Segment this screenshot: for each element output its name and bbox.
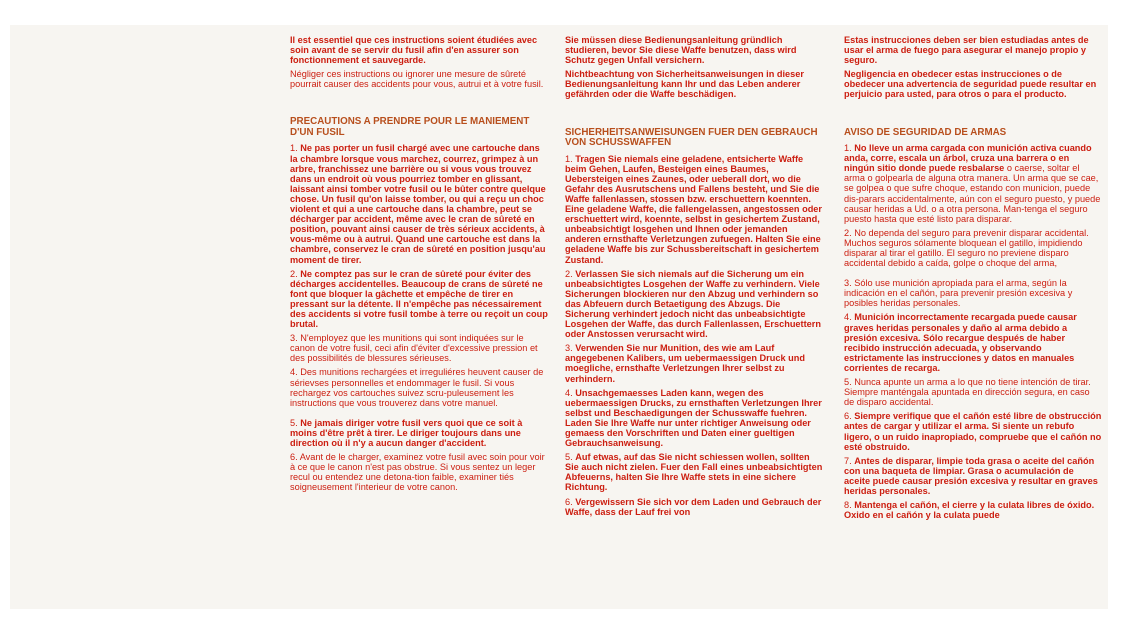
- spanish-warning: Negligencia en obedecer estas instrucciones o de obedecer una advertencia de seguridad puede resultar en perjuicio para usted, para otros o para el producto.: [844, 69, 1097, 100]
- german-heading: SICHERHEITSANWEISUNGEN FUER DEN GEBRAUCH VON SCHUSSWAFFEN: [565, 126, 818, 149]
- french-item-5: 5. Ne jamais diriger votre fusil vers quoi que ce soit à moins d'être prêt à tirer. Le diriger toujours dans une direction où il n'y a aucun danger d'accident.: [290, 417, 523, 448]
- spanish-item-1: 1. No lleve un arma cargada con munición activa cuando anda, corre, escala un árbol, cruza una barrera o en ningún sitio donde puede resbalarse o caerse, soltar el arma o golpearla de alguna otra manera. Un arma que se cae, se golpea o que sufre choque, estando con municion, puede dis-parars accidentalmente, aún con el seguro puesto, y puede causar heridas a Ud. o a otra persona. Man-tenga el seguro puesto hasta que esté listo para disparar.: [844, 143, 1101, 224]
- manual-page: [10, 25, 1108, 609]
- german-item-6: 6. Vergewissern Sie sich vor dem Laden und Gebrauch der Waffe, dass der Lauf frei von: [565, 496, 822, 517]
- french-item-2: 2. Ne comptez pas sur le cran de sûreté pour éviter des décharges accidentelles. Beaucoup de crans de sûreté ne font que bloquer la gâchette et empêche de tirer en pressant sur la détente. Il n'empêche pas nécessairement des accidents si votre fusil tombe à terre ou reçoit un coup brutal.: [290, 268, 548, 330]
- german-item-2: 2. Verlassen Sie sich niemals auf die Sicherung um ein unbeabsichtigtes Losgehen der Waffe zu verhindern. Viele Sicherungen blockieren nur den Abzug und verhindern so das Abfeuern durch Betaetigung des Abzugs. Die Sicherung verhindert jedoch nicht das unbeabsichtigte Losgehen der Waffe, das durch Fallenlassen, Erschuettern oder Anstossen verursacht wird.: [565, 268, 821, 340]
- french-item-1: 1. Ne pas porter un fusil chargé avec une cartouche dans la chambre lorsque vous marchez, courrez, grimpez à un arbre, franchissez une barrière ou si vous vous trouvez dans un endroit où vous pourriez tomber en glissant, laissant ainsi tomber votre fusil ou le bûter contre quelque chose. Un fusil qu'on laisse tomber, ou qui a reçu un choc violent et qui a une cartouche dans la chambre, peut se décharger par accident, même avec le cran de sûreté en position, pouvant ainsi causer de très sérieux accidents, à vous-même ou à autrui. Quand une cartouche est dans la chambre, conservez le cran de sûreté en position jusqu'au moment de tirer.: [290, 143, 546, 265]
- spanish-item-8: 8. Mantenga el cañón, el cierre y la culata libres de óxido. Oxido en el cañón y la culata puede: [844, 500, 1095, 521]
- spanish-item-3: 3. Sólo use munición apropiada para el arma, según la indicación en el cañón, para prevenir presión excesiva y posibles heridas personales.: [844, 278, 1073, 309]
- french-intro: Il est essentiel que ces instructions soient étudiées avec soin avant de se servir du fusil afin d'en assurer son fonctionnement et sauvegarde.: [290, 35, 538, 66]
- french-item-3: 3. N'employez que les munitions qui sont indiquées sur le canon de votre fusil, ceci afin d'éviter d'excessive pression et des possibilités de blessures sérieuses.: [290, 333, 538, 364]
- german-intro: Sie müssen diese Bedienungsanleitung gründlich studieren, bevor Sie diese Waffe benutzen, dass wird Schutz gegen Unfall versichern.: [565, 35, 797, 66]
- french-item-6: 6. Avant de le charger, examinez votre fusil avec soin pour voir à ce que le canon n'est pas obstrue. Si vous sentez un leger recul ou entendez une detona-tion faible, examiner tiés soigneusement l'interieur de votre canon.: [290, 452, 545, 493]
- spanish-item-2: 2. No dependa del seguro para prevenir disparar accidental. Muchos seguros sólamente bloquean el gatillo, impidiendo disparar al tirar el gatillo. El seguro no previene disparo accidental debido a caída, golpe o choque del arma,: [844, 227, 1089, 269]
- spanish-heading: AVISO DE SEGURIDAD DE ARMAS: [844, 126, 1007, 138]
- german-column: [565, 35, 823, 521]
- german-warning: Nichtbeachtung von Sicherheitsanweisungen in dieser Bedienungsanleitung kann Ihr und das Leben anderer gefährden oder die Waffe beschädigen.: [565, 69, 804, 100]
- spanish-item-4: 4. Munición incorrectamente recargada puede causar graves heridas personales y daño al arma debido a presión excesiva. Sólo recargue después de haber recibido instrucción adecuada, y observando estrictamente las instrucciones y datos en manuales corrientes de recarga.: [844, 312, 1077, 373]
- french-column: [290, 35, 548, 496]
- french-heading: PRECAUTIONS A PRENDRE POUR LE MANIEMENT D'UN FUSIL: [290, 116, 530, 138]
- spanish-column: [844, 35, 1102, 524]
- spanish-item-7: 7. Antes de disparar, limpie toda grasa o aceite del cañón con una baqueta de limpiar. Grasa o acumulación de aceite puede causar presión excesiva y resultar en graves heridas personales.: [844, 455, 1098, 496]
- german-item-3: 3. Verwenden Sie nur Munition, des wie am Lauf angegebenen Kalibers, um uebermaessigen Druck und moegliche, ernsthafte Verletzungen Ihrer selbst zu verhindern.: [565, 343, 805, 384]
- german-item-1: 1. Tragen Sie niemals eine geladene, entsicherte Waffe beim Gehen, Laufen, Besteigen eines Baumes, Uebersteigen eines Zaunes, oder ueberall dort, wo die Gefahr des Ausrutschens und Fallens besteht, und Sie die Waffe fallenlassen, stossen bzw. erschuettern koennten. Eine geladene Waffe, die fallengelassen, angestossen oder erschuettert wird, koennte, selbst in gesichertem Zustand, unbeabsichtigt losgehen und Ihnen oder jemanden anderen ernsthafte Verletzungen zufuegen. Halten Sie eine geladene Waffe bis zur Schussbereitschaft in gesichertem Zustand.: [565, 153, 822, 265]
- german-item-4: 4. Unsachgemaesses Laden kann, wegen des uebermaessigen Drucks, zu ernsthaften Verletzungen Ihrer selbst und Beschaedigungen der Schusswaffe fuehren. Laden Sie Ihre Waffe nur unter richtiger Anweisung oder gemaess den Vorschriften und Daten einer gueltigen Gebrauchsanweisung.: [565, 387, 822, 449]
- german-item-5: 5. Auf etwas, auf das Sie nicht schiessen wollen, sollten Sie auch nicht zielen. Fuer den Fall eines unbeabsichtigten Abfeuerns, halten Sie Ihre Waffe stets in eine sichere Richtung.: [565, 452, 823, 493]
- french-warning: Négliger ces instructions ou ignorer une mesure de sûreté pourrait causer des accidents pour vous, autrui et à votre fusil.: [290, 69, 544, 90]
- french-item-4: 4. Des munitions rechargées et irreguliéres heuvent causer de sérievses personnelles et endommager le fusil. Si vous rechargez vos cartouches suivez scru-puleusement les instructions que vous trouverez dans votre manuel.: [290, 367, 544, 408]
- spanish-intro: Estas instrucciones deben ser bien estudiadas antes de usar el arma de fuego para asegurar el manejo propio y seguro.: [844, 35, 1089, 66]
- spanish-item-6: 6. Siempre verifique que el cañón esté libre de obstrucción antes de cargar y utilizar el arma. Si siente un rebufo ligero, o un ruido inapropiado, compruebe que el cañón no esté obstruido.: [844, 411, 1102, 452]
- spanish-item-5: 5. Nunca apunte un arma a lo que no tiene intención de tirar. Siempre manténgala apuntada en dirección segura, en caso de disparo accidental.: [844, 377, 1091, 408]
